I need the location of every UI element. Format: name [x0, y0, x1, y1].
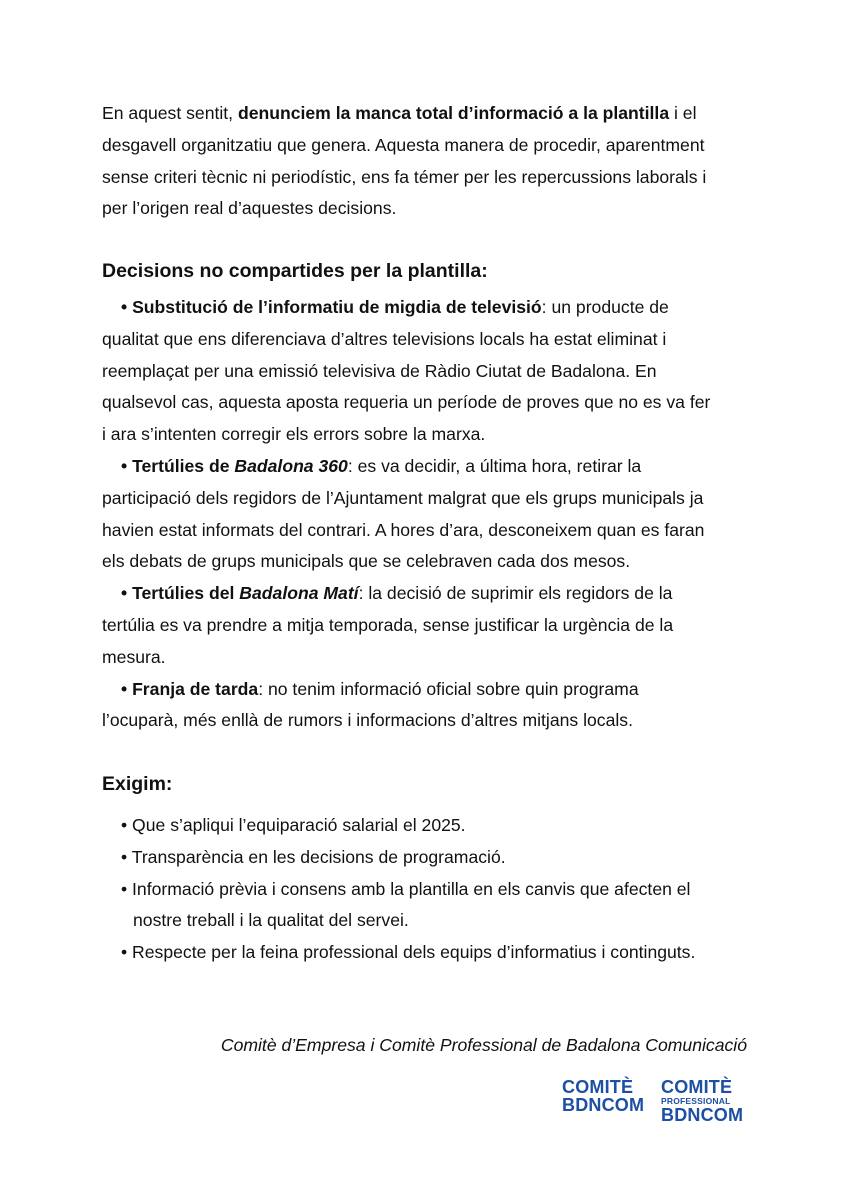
decision-title: Franja de tarda: [132, 678, 259, 699]
decision-text: reemplaçat per una emissió televisiva de Ràdio Ciutat de Badalona. En: [102, 360, 657, 381]
intro-line-4: per l’origen real d’aquestes decisions.: [102, 198, 397, 219]
demand-item: • Que s’apliqui l’equiparació salarial el 2025.: [121, 815, 466, 835]
decision-title-program: Badalona 360: [234, 455, 348, 476]
intro-line-2: desgavell organitzatiu que genera. Aquesta manera de procedir, aparentment: [102, 134, 705, 155]
intro-bold-text: denunciem la manca total d’informació a la plantilla: [237, 103, 670, 123]
decision-text: mesura.: [102, 646, 166, 667]
decision-title: Tertúlies de: [132, 455, 235, 476]
demands-heading: Exigim:: [102, 773, 173, 795]
demand-item: • Informació prèvia i consens amb la plantilla en els canvis que afecten el: [121, 878, 691, 899]
comite-professional-bdncom-logo: [661, 1078, 743, 1124]
demand-item: • Transparència en les decisions de programació.: [121, 846, 506, 867]
decision-text: qualitat que ens diferenciava d’altres televisions locals ha estat eliminat i: [102, 328, 667, 349]
decisions-heading: Decisions no compartides per la plantilla:: [102, 260, 488, 282]
logo-text: BDNCOM: [661, 1104, 744, 1125]
decision-text: : es va decidir, a última hora, retirar la: [347, 455, 642, 476]
logo-text: COMITÈ: [661, 1077, 733, 1097]
decision-text: : un producte de: [541, 297, 669, 317]
decision-text: participació dels regidors de l’Ajuntament malgrat que els grups municipals ja: [102, 487, 704, 508]
decision-item-3: [102, 578, 762, 610]
bullet: •: [121, 583, 133, 604]
intro-line-1: [102, 98, 762, 130]
decisions-list: [102, 292, 762, 737]
comite-bdncom-logo: [562, 1078, 644, 1114]
decision-title: Tertúlies del: [132, 583, 240, 604]
decision-title: Substitució de l’informatiu de migdia de televisió: [132, 297, 542, 317]
demand-item: • Respecte per la feina professional dels equips d’informatius i continguts.: [121, 942, 696, 963]
bullet: •: [121, 678, 133, 699]
decision-title-program: Badalona Matí: [239, 583, 359, 604]
decision-text: els debats de grups municipals que se celebraven cada dos mesos.: [102, 551, 631, 572]
intro-text: En aquest sentit,: [102, 103, 238, 123]
intro-line-3: sense criteri tècnic ni periodístic, ens fa témer per les repercussions laborals i: [102, 166, 707, 187]
decision-text: : la decisió de suprimir els regidors de la: [358, 583, 673, 604]
intro-text: i el: [669, 103, 697, 123]
bullet: •: [121, 297, 133, 317]
decision-item-2: [102, 451, 762, 483]
decision-text: i ara s’intenten corregir els errors sobre la marxa.: [102, 424, 486, 445]
decision-text: tertúlia es va prendre a mitja temporada, sense justificar la urgència de la: [102, 614, 674, 635]
logo-text: BDNCOM: [562, 1095, 645, 1115]
logo-text: PROFESSIONAL: [661, 1096, 731, 1106]
decision-text: : no tenim informació oficial sobre quin programa: [258, 678, 639, 699]
decision-text: l’ocuparà, més enllà de rumors i informacions d’altres mitjans locals.: [102, 710, 633, 731]
bullet: •: [121, 455, 133, 476]
signature: Comitè d’Empresa i Comitè Professional de Badalona Comunicació: [220, 1035, 747, 1055]
decision-item-4: [102, 674, 762, 706]
demand-item-continuation: nostre treball i la qualitat del servei.: [133, 910, 409, 931]
demands-list: [102, 810, 762, 969]
decision-item-1: [102, 292, 762, 324]
intro-paragraph: [102, 98, 762, 225]
logo-text: COMITÈ: [562, 1077, 634, 1097]
decision-text: qualsevol cas, aquesta aposta requeria un període de proves que no es va fer: [102, 392, 711, 413]
decision-text: havien estat informats del contrari. A hores d’ara, desconeixem quan es faran: [102, 519, 705, 540]
